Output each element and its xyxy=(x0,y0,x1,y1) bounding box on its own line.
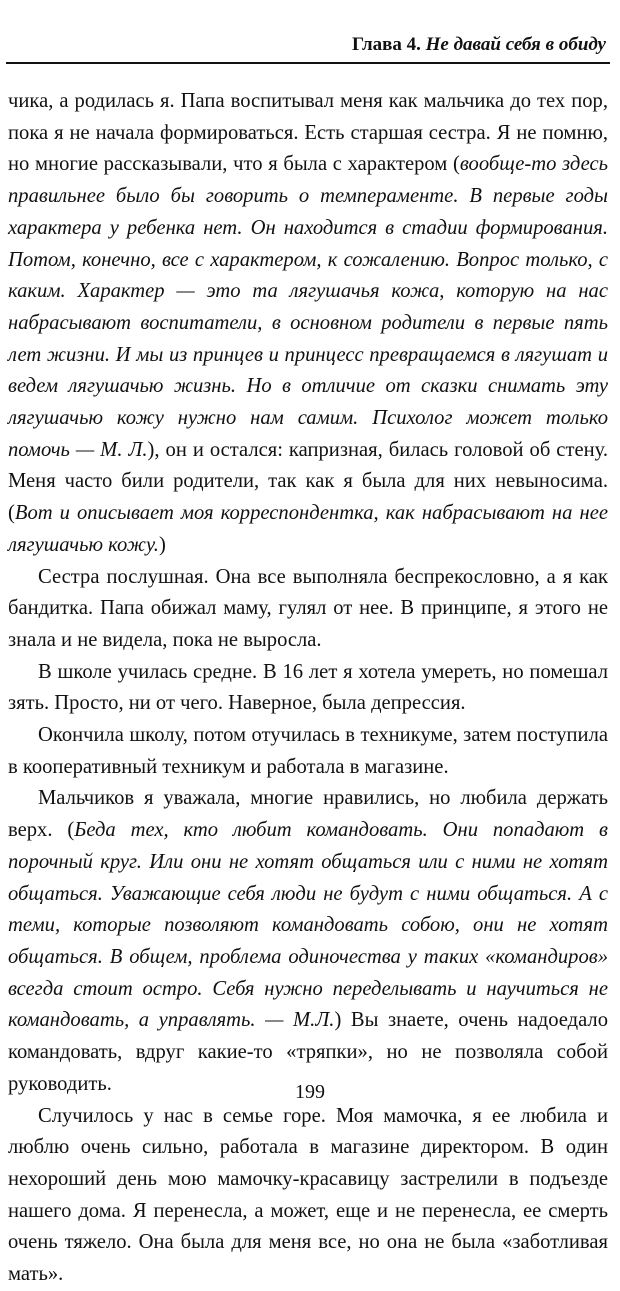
paragraph xyxy=(8,720,608,783)
page-body xyxy=(8,86,608,1291)
running-header xyxy=(352,34,606,56)
paragraph xyxy=(8,1101,608,1291)
letter-text: Окончила школу, потом отучилась в техникуме, затем поступила в кооперативный техникум и работала в магазине. xyxy=(8,724,608,778)
letter-text: В школе училась средне. В 16 лет я хотела умереть, но помешал зять. Просто, ни от чего. Наверное, была депрессия. xyxy=(8,660,608,715)
header-rule xyxy=(6,62,610,64)
letter-text: ), он и остался: капризная, билась головой об стену. Меня часто били родители, так как я была для них невыносима. ( xyxy=(8,438,608,525)
letter-text: ) xyxy=(158,533,166,556)
author-comment: Вот и описывает моя корреспондентка, как набрасывают на нее лягушачью кожу. xyxy=(8,502,608,556)
page-number: 199 xyxy=(295,1081,325,1103)
letter-text: ) Вы знаете, очень надоедало командовать, вдруг какие-то «тряпки», но не позволяла собой руководить. xyxy=(8,1009,608,1095)
paragraph xyxy=(8,86,608,562)
author-comment: Беда тех, кто любит командовать. Они попадают в порочный круг. Или они не хотят общаться или с ними не хотят общаться. Уважающие себя люди не будут с ними общаться. А с теми, которые позволяют командовать собою, они не хотят общаться. В общем, проблема одиночества у таких «командиров» всегда стоит остро. Себя нужно переделывать и научиться не командовать, а управлять. — М.Л. xyxy=(8,819,608,1032)
letter-text: Мальчиков я уважала, многие нравились, но любила держать верх. ( xyxy=(8,787,608,842)
letter-text: Сестра послушная. Она все выполняла беспрекословно, а я как бандитка. Папа обижал маму, гулял от нее. В принципе, я этого не знала и не видела, пока не выросла. xyxy=(8,565,608,651)
letter-text: Случилось у нас в семье горе. Моя мамочка, я ее любила и люблю очень сильно, работала в магазине директором. В один нехороший день мою мамочку-красавицу застрелили в подъезде нашего дома. Я перенесла, а может, еще и не перенесла, ее смерть очень тяжело. Она была для меня все, но она не была «заботливая мать». xyxy=(8,1104,608,1286)
paragraph xyxy=(8,562,608,657)
letter-text: чика, а родилась я. Папа воспитывал меня как мальчика до тех пор, пока я не начала формироваться. Есть старшая сестра. Я не помню, но многие рассказывали, что я была с характером ( xyxy=(8,90,608,176)
author-comment: вообще-то здесь правильнее было бы говорить о темпераменте. В первые годы характера у ребенка нет. Он находится в стадии формирования. Потом, конечно, все с характером, к сожалению. Вопрос только, с каким. Характер — это та лягушачья кожа, которую на нас набрасывают воспитатели, в основном родители в первые пять лет жизни. И мы из принцев и принцесс превращаемся в лягушат и ведем лягушачью жизнь. Но в отличие от сказки снимать эту лягушачью кожу нужно нам самим. Психолог может только помочь — М. Л. xyxy=(8,153,608,461)
paragraph xyxy=(8,783,608,1100)
chapter-number: Глава 4. xyxy=(352,34,421,55)
paragraph xyxy=(8,657,608,720)
chapter-title: Не давай себя в обиду xyxy=(425,34,606,55)
